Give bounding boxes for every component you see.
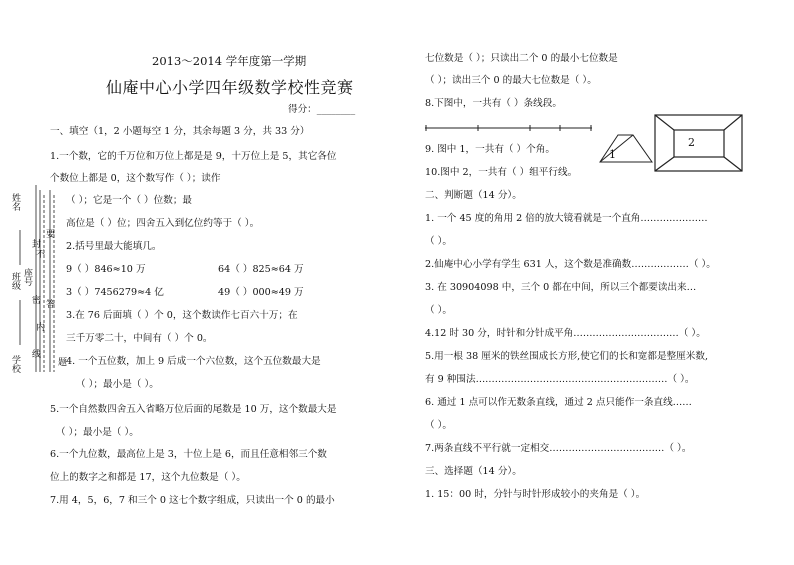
page-title: 仙庵中心小学四年级数学校性竞赛 bbox=[106, 78, 354, 97]
j5-line: 有 9 种围法……………………………………………………（ ）。 bbox=[425, 374, 695, 385]
j6-line: 6. 通过 1 点可以作无数条直线，通过 2 点只能作一条直线…… bbox=[425, 397, 692, 408]
segment-figure bbox=[425, 125, 592, 131]
binding-class-label: 班级 bbox=[10, 272, 20, 290]
seal-char: 题 bbox=[58, 358, 68, 368]
q9-line: 9. 图中 1，一共有（ ）个角。 bbox=[425, 144, 555, 155]
q1-line: 个数位上都是 0，这个数写作（ ）；读作 bbox=[50, 173, 221, 184]
seal-char: 答 bbox=[46, 300, 56, 310]
section-choice: 三、选择题（14 分）。 bbox=[425, 466, 522, 477]
q6-line: 位上的数字之和都是 17，这个九位数是（ ）。 bbox=[50, 472, 246, 483]
seal-char: 内 bbox=[36, 323, 46, 333]
j6-line: （ ）。 bbox=[425, 420, 453, 431]
j3-line: 3. 在 30904098 中，三个 0 都在中间，所以三个都要读出来… bbox=[425, 282, 697, 293]
binding-name-label: 姓名 bbox=[10, 193, 20, 211]
frame-figure bbox=[655, 115, 742, 171]
q6-line: 6.一个九位数，最高位上是 3，十位上是 6，而且任意相邻三个数 bbox=[50, 449, 327, 460]
q1-line: 1.一个数，它的千万位和万位上都是是 9，十万位上是 5，其它各位 bbox=[50, 151, 337, 162]
q4-line: 4. 一个五位数，加上 9 后成一个六位数，这个五位数最大是 bbox=[66, 356, 321, 367]
j7-line: 7.两条直线不平行就一定相交………………………………（ ）。 bbox=[425, 443, 692, 454]
j3-line: （ ）。 bbox=[425, 305, 453, 316]
q1-line: （ ）；它是一个（ ）位数；最 bbox=[66, 195, 193, 206]
q7-line: 7.用 4，5，6，7 和三个 0 这七个数字组成，只读出一个 0 的最小 bbox=[50, 495, 335, 506]
q2-item: 9（ ）846≈10 万 bbox=[66, 264, 146, 275]
figure-label-1: 1 bbox=[609, 148, 616, 161]
j5-line: 5.用一根 38 厘米的铁丝围成长方形,使它们的长和宽都是整厘米数, bbox=[425, 351, 708, 362]
q2-line: 2.括号里最大能填几。 bbox=[66, 241, 162, 252]
q10-line: 10.图中 2，一共有（ ）组平行线。 bbox=[425, 167, 578, 178]
q1-line: 高位是（ ）位；四舍五入到亿位约等于（ ）。 bbox=[66, 218, 260, 229]
q5-line: （ ）；最小是（ ）。 bbox=[56, 427, 139, 438]
q4-line: （ ）；最小是（ ）。 bbox=[76, 379, 159, 390]
q2-item: 64（ ）825≈64 万 bbox=[218, 264, 304, 275]
binding-school-label: 学校 bbox=[10, 355, 20, 373]
section-judgement: 二、判断题（14 分）。 bbox=[425, 190, 522, 201]
seal-char: 不 bbox=[36, 250, 46, 260]
section-fill-in: 一、填空（1，2 小题每空 1 分，其余每题 3 分，共 33 分） bbox=[50, 126, 310, 137]
j2-line: 2.仙庵中心小学有学生 631 人，这个数是准确数………………（ ）。 bbox=[425, 259, 716, 270]
binding-number-label: 座号 bbox=[22, 268, 32, 286]
q3-line: 3.在 76 后面填（ ）个 0，这个数读作七百六十万；在 bbox=[66, 310, 298, 321]
seal-char: 封 bbox=[32, 240, 42, 250]
c1-line: 1. 15：00 时，分针与时针形成较小的夹角是（ ）。 bbox=[425, 489, 646, 500]
score-field: 得分：________ bbox=[288, 104, 356, 115]
q8-line: 8.下图中，一共有（ ）条线段。 bbox=[425, 98, 562, 109]
trapezoid-figure bbox=[600, 135, 652, 162]
q2-item: 49（ ）000≈49 万 bbox=[218, 287, 304, 298]
seal-char: 密 bbox=[32, 296, 42, 306]
seal-char: 线 bbox=[32, 350, 42, 360]
j4-line: 4.12 时 30 分，时针和分针成平角……………………………（ ）。 bbox=[425, 328, 706, 339]
term-heading: 2013～2014 学年度第一学期 bbox=[152, 54, 307, 68]
q5-line: 5.一个自然数四舍五入省略万位后面的尾数是 10 万，这个数最大是 bbox=[50, 404, 337, 415]
j1-line: 1. 一个 45 度的角用 2 倍的放大镜看就是一个直角………………… bbox=[425, 213, 708, 224]
j1-line: （ ）。 bbox=[425, 236, 453, 247]
q7-line: （ ）；读出三个 0 的最大七位数是（ ）。 bbox=[425, 75, 597, 86]
q7-line: 七位数是（ ）；只读出二个 0 的最小七位数是 bbox=[425, 53, 618, 64]
q2-item: 3（ ）7456279≈4 亿 bbox=[66, 287, 164, 298]
figure-label-2: 2 bbox=[688, 136, 695, 149]
seal-char: 要 bbox=[46, 230, 56, 240]
q3-line: 三千万零二十，中间有（ ）个 0。 bbox=[66, 333, 213, 344]
